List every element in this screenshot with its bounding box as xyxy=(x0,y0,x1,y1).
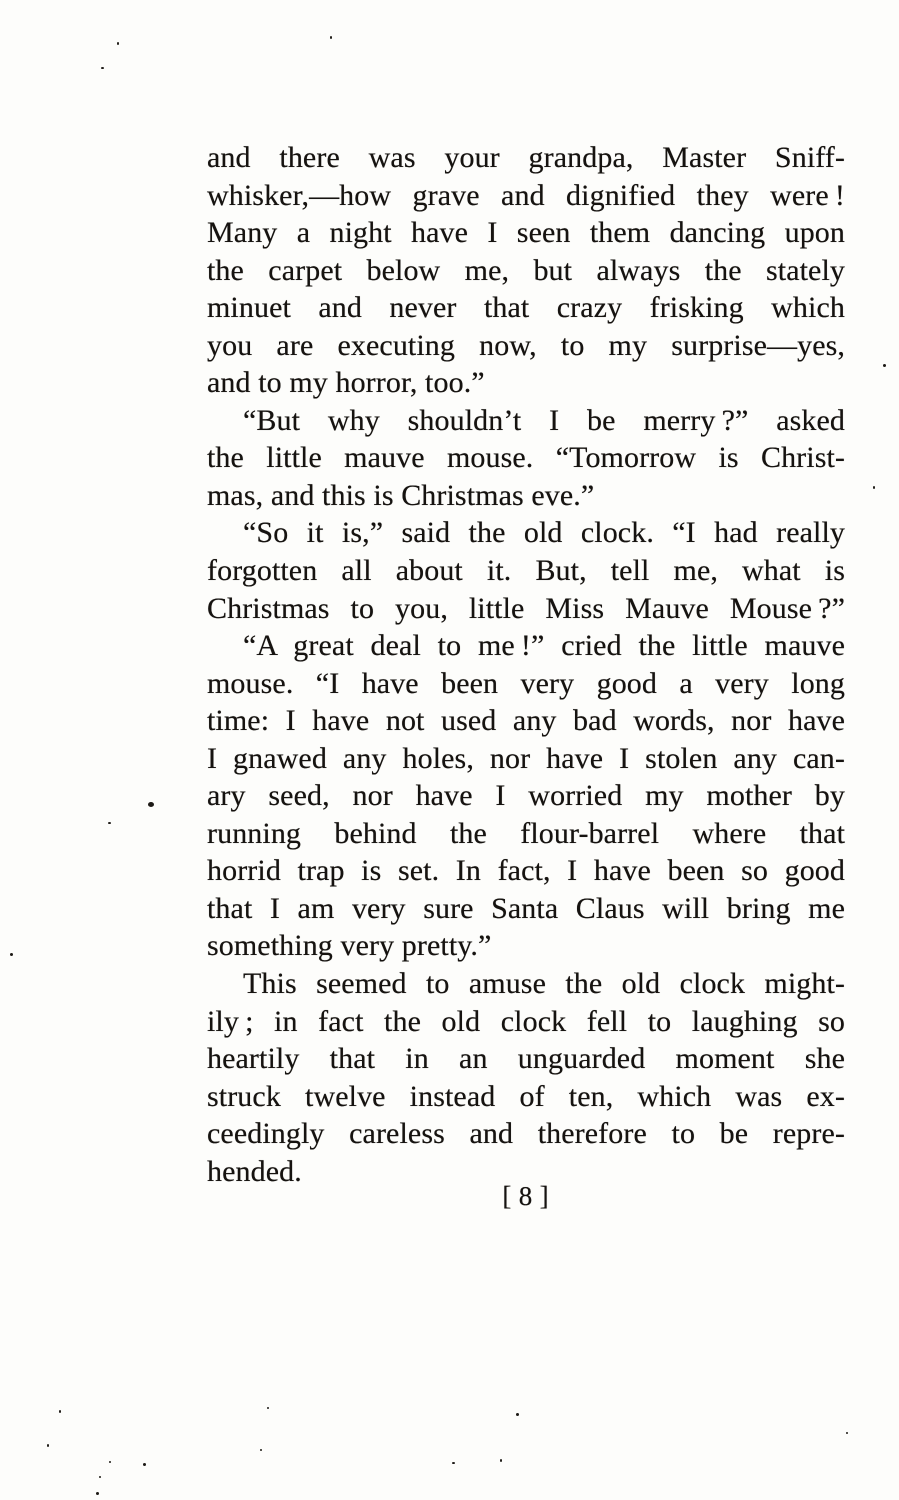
text-line: heartily that in an unguarded moment she xyxy=(207,1042,845,1076)
scan-speck xyxy=(143,1463,146,1466)
scan-speck xyxy=(267,1407,269,1409)
scan-speck xyxy=(452,1462,455,1464)
scan-speck xyxy=(10,953,13,956)
text-line: mouse. “I have been very good a very long xyxy=(207,666,845,700)
scan-speck xyxy=(873,486,875,489)
paragraph xyxy=(207,139,845,402)
paragraph xyxy=(207,514,845,627)
text-block xyxy=(207,139,845,1190)
text-line: horrid trap is set. In fact, I have been so good xyxy=(207,854,845,888)
text-line: you are executing now, to my surprise—yes, xyxy=(207,328,845,362)
text-line: something very pretty.” xyxy=(207,929,492,963)
text-line: running behind the flour-barrel where that xyxy=(207,816,845,850)
text-line: that I am very sure Santa Claus will bring me xyxy=(207,891,845,925)
scan-speck xyxy=(330,36,332,39)
text-line: This seemed to amuse the old clock might- xyxy=(243,967,845,1001)
scan-speck xyxy=(99,1476,101,1478)
text-line: forgotten all about it. But, tell me, what is xyxy=(207,554,845,588)
text-line: and there was your grandpa, Master Sniff- xyxy=(207,141,845,174)
paragraph xyxy=(207,627,845,965)
paragraph xyxy=(207,402,845,515)
scan-speck xyxy=(47,1444,49,1447)
scan-speck xyxy=(109,1461,111,1463)
text-line: “A great deal to me !” cried the little mauve xyxy=(243,629,845,663)
text-line: mas, and this is Christmas eve.” xyxy=(207,478,595,512)
text-line: hended. xyxy=(207,1154,302,1188)
text-line: the carpet below me, but always the stately xyxy=(207,253,845,287)
scan-speck xyxy=(117,42,119,45)
scan-speck xyxy=(108,822,111,824)
scan-speck xyxy=(846,1432,848,1434)
scan-speck xyxy=(59,1410,61,1413)
scan-speck xyxy=(148,802,154,807)
text-line: “But why shouldn’t I be merry ?” asked xyxy=(243,403,845,437)
text-line: and to my horror, too.” xyxy=(207,366,485,400)
paragraph xyxy=(207,965,845,1190)
text-line: whisker,—how grave and dignified they were ! xyxy=(207,178,845,212)
text-line: “So it is,” said the old clock. “I had really xyxy=(243,516,845,550)
text-line: minuet and never that crazy frisking which xyxy=(207,291,845,325)
text-line: time: I have not used any bad words, nor have xyxy=(207,704,845,738)
text-line: I gnawed any holes, nor have I stolen any can- xyxy=(207,741,845,775)
text-line: ceedingly careless and therefore to be repre- xyxy=(207,1117,845,1151)
text-line: ary seed, nor have I worried my mother by xyxy=(207,779,845,813)
scan-speck xyxy=(260,1449,262,1451)
text-line: Christmas to you, little Miss Mauve Mouse ?” xyxy=(207,591,845,625)
scan-speck xyxy=(516,1413,519,1416)
text-line: ily ; in fact the old clock fell to laughing so xyxy=(207,1004,845,1038)
scan-speck xyxy=(883,364,886,367)
scan-speck xyxy=(500,1459,502,1462)
text-line: struck twelve instead of ten, which was ex- xyxy=(207,1079,845,1113)
text-line: Many a night have I seen them dancing upon xyxy=(207,216,845,250)
scan-speck xyxy=(96,1492,99,1495)
text-line: the little mauve mouse. “Tomorrow is Christ- xyxy=(207,441,845,475)
page-number: [ 8 ] xyxy=(502,1181,550,1211)
scan-speck xyxy=(101,67,104,69)
